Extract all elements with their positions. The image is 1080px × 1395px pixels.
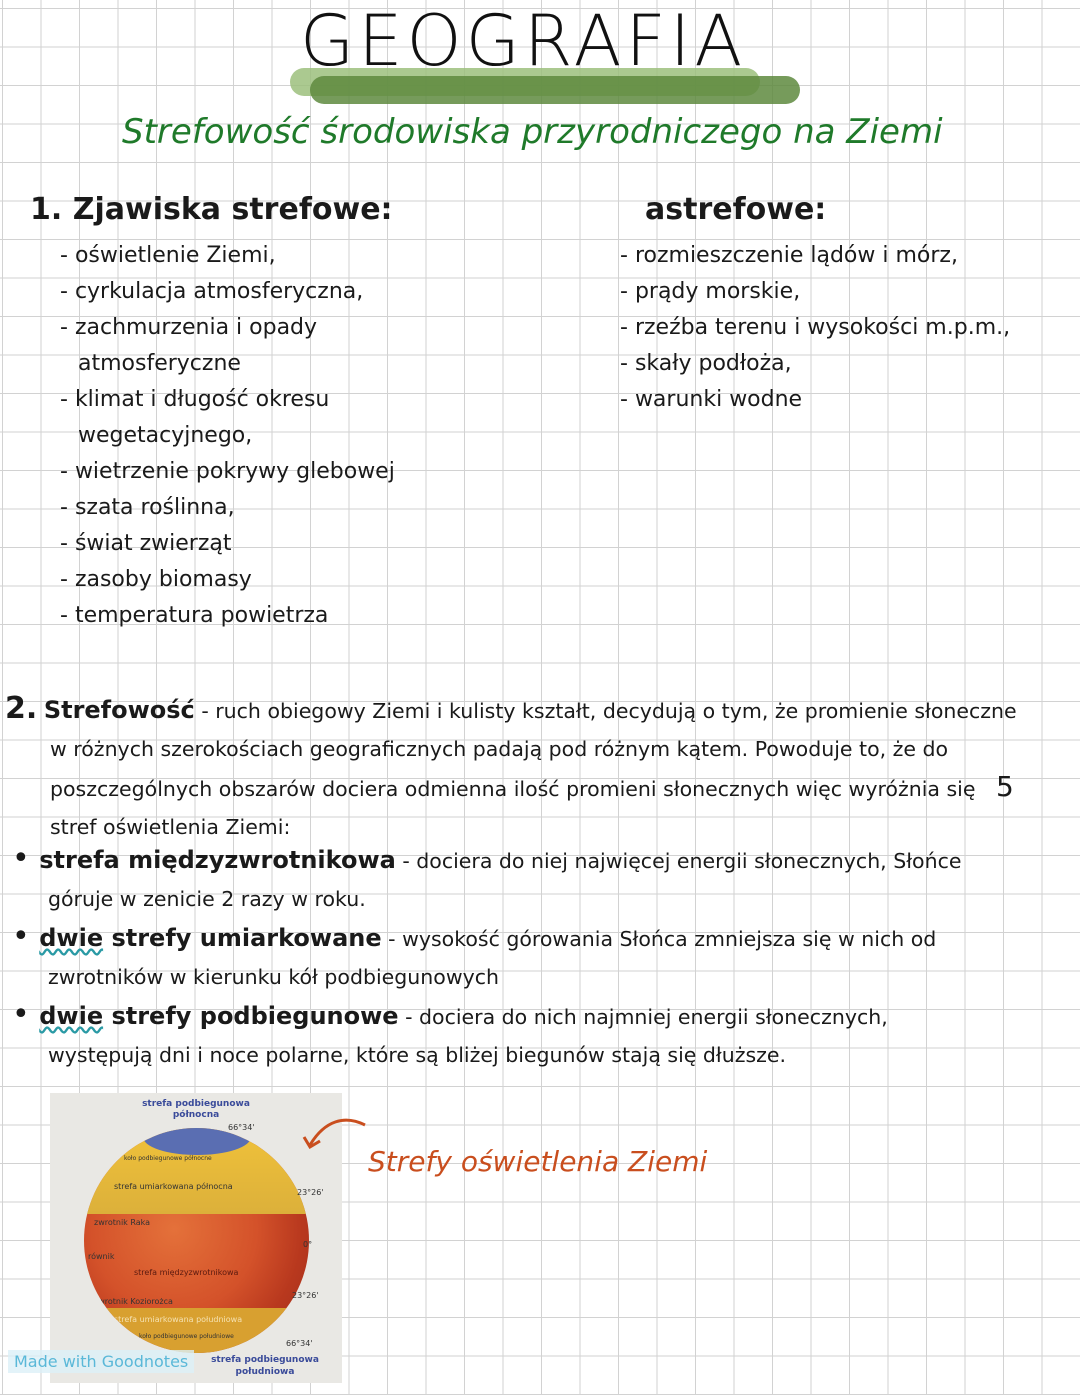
label: zwrotnik Raka bbox=[94, 1218, 151, 1227]
section2-term: Strefowość bbox=[43, 696, 195, 724]
zone-term: strefa międzyzwrotnikowa bbox=[39, 846, 396, 874]
globe-image bbox=[84, 1128, 309, 1353]
label: równik bbox=[88, 1251, 115, 1261]
bullet: • bbox=[12, 919, 40, 954]
label: strefa umiarkowana południowa bbox=[114, 1314, 243, 1324]
text-line: poszczególnych obszarów dociera odmienna ilość promieni słonecznych więc wyróżnia się bbox=[50, 777, 976, 801]
list-item: - szata roślinna, bbox=[60, 490, 395, 526]
page-title: GEOGRAFIA bbox=[300, 0, 747, 82]
section2-number: 2. bbox=[5, 691, 38, 726]
section1-heading: 1. Zjawiska strefowe: bbox=[30, 192, 393, 227]
label: 66°34' bbox=[228, 1123, 255, 1132]
label: koło podbiegunowe południowe bbox=[139, 1332, 234, 1340]
zone-item bbox=[12, 840, 1072, 918]
zone-term: strefy podbiegunowe bbox=[103, 1002, 399, 1030]
label: 23°26' bbox=[297, 1188, 324, 1197]
zone-desc: - dociera do niej najwięcej energii słonecznych, Słońce bbox=[395, 849, 962, 873]
watermark: Made with Goodnotes bbox=[8, 1350, 194, 1373]
text-line: stref oświetlenia Ziemi: bbox=[50, 814, 291, 839]
azonal-heading: astrefowe: bbox=[645, 192, 827, 227]
text-line: - ruch obiegowy Ziemi i kulisty kształt, decydują o tym, że promienie słoneczne bbox=[201, 699, 1017, 723]
azonal-list bbox=[620, 238, 1010, 418]
zones-list bbox=[12, 840, 1072, 1074]
list-item-cont bbox=[60, 346, 395, 382]
list-item: - świat zwierząt bbox=[60, 526, 395, 562]
list-item: - zachmurzenia i opady bbox=[60, 310, 395, 346]
list-item: - oświetlenie Ziemi, bbox=[60, 238, 395, 274]
label: południowa bbox=[235, 1367, 295, 1377]
label: strefa międzyzwrotnikowa bbox=[134, 1267, 239, 1277]
zone-desc-cont: występują dni i noce polarne, które są bliżej biegunów stają się dłuższe. bbox=[48, 1042, 787, 1067]
list-item: - wietrzenie pokrywy glebowej bbox=[60, 454, 395, 490]
list-item: - temperatura powietrza bbox=[60, 598, 395, 634]
list-item: - prądy morskie, bbox=[620, 274, 1010, 310]
label: zwrotnik Koziorożca bbox=[94, 1296, 173, 1306]
text-line: w różnych szerokościach geograficznych padają pod różnym kątem. Powoduje to, że do bbox=[50, 736, 949, 761]
list-item: - rzeźba terenu i wysokości m.p.m., bbox=[620, 310, 1010, 346]
zonal-list bbox=[60, 238, 395, 634]
list-item: - skały podłoża, bbox=[620, 346, 1010, 382]
list-item-text: wegetacyjnego, bbox=[78, 423, 253, 448]
page-subtitle: Strefowość środowiska przyrodniczego na Ziemi bbox=[122, 112, 943, 152]
zone-desc-cont: zwrotników w kierunku kół podbiegunowych bbox=[48, 964, 499, 989]
list-item-cont bbox=[60, 418, 395, 454]
list-item: - zasoby biomasy bbox=[60, 562, 395, 598]
zone-desc: - wysokość górowania Słońca zmniejsza się w nich od bbox=[381, 927, 937, 951]
zone-prefix: dwie bbox=[39, 924, 104, 952]
zone-prefix: dwie bbox=[39, 1002, 104, 1030]
list-item: - klimat i długość okresu bbox=[60, 382, 395, 418]
section2 bbox=[5, 690, 1017, 846]
zone-count: 5 bbox=[996, 770, 1014, 803]
arrow-icon bbox=[300, 1115, 370, 1155]
bullet: • bbox=[12, 997, 40, 1032]
label: 23°26' bbox=[292, 1291, 319, 1300]
label: strefa podbiegunowa bbox=[142, 1099, 250, 1109]
zone-desc: - dociera do nich najmniej energii słonecznych, bbox=[398, 1005, 888, 1029]
label: koło podbiegunowe północne bbox=[124, 1155, 212, 1162]
zone-item bbox=[12, 996, 1072, 1074]
figure-caption: Strefy oświetlenia Ziemi bbox=[368, 1145, 708, 1178]
zone-term: strefy umiarkowane bbox=[103, 924, 382, 952]
list-item: - rozmieszczenie lądów i mórz, bbox=[620, 238, 1010, 274]
label: północna bbox=[172, 1110, 220, 1120]
bullet: • bbox=[12, 841, 40, 876]
label: strefa umiarkowana północna bbox=[114, 1182, 233, 1191]
list-item: - cyrkulacja atmosferyczna, bbox=[60, 274, 395, 310]
label: strefa podbiegunowa bbox=[211, 1355, 319, 1365]
zone-desc-cont: góruje w zenicie 2 razy w roku. bbox=[48, 886, 366, 911]
zone-item bbox=[12, 918, 1072, 996]
list-item: - warunki wodne bbox=[620, 382, 1010, 418]
label: 0° bbox=[303, 1240, 313, 1249]
list-item-text: atmosferyczne bbox=[78, 351, 241, 376]
label: 66°34' bbox=[286, 1339, 313, 1348]
globe-figure bbox=[50, 1093, 342, 1383]
